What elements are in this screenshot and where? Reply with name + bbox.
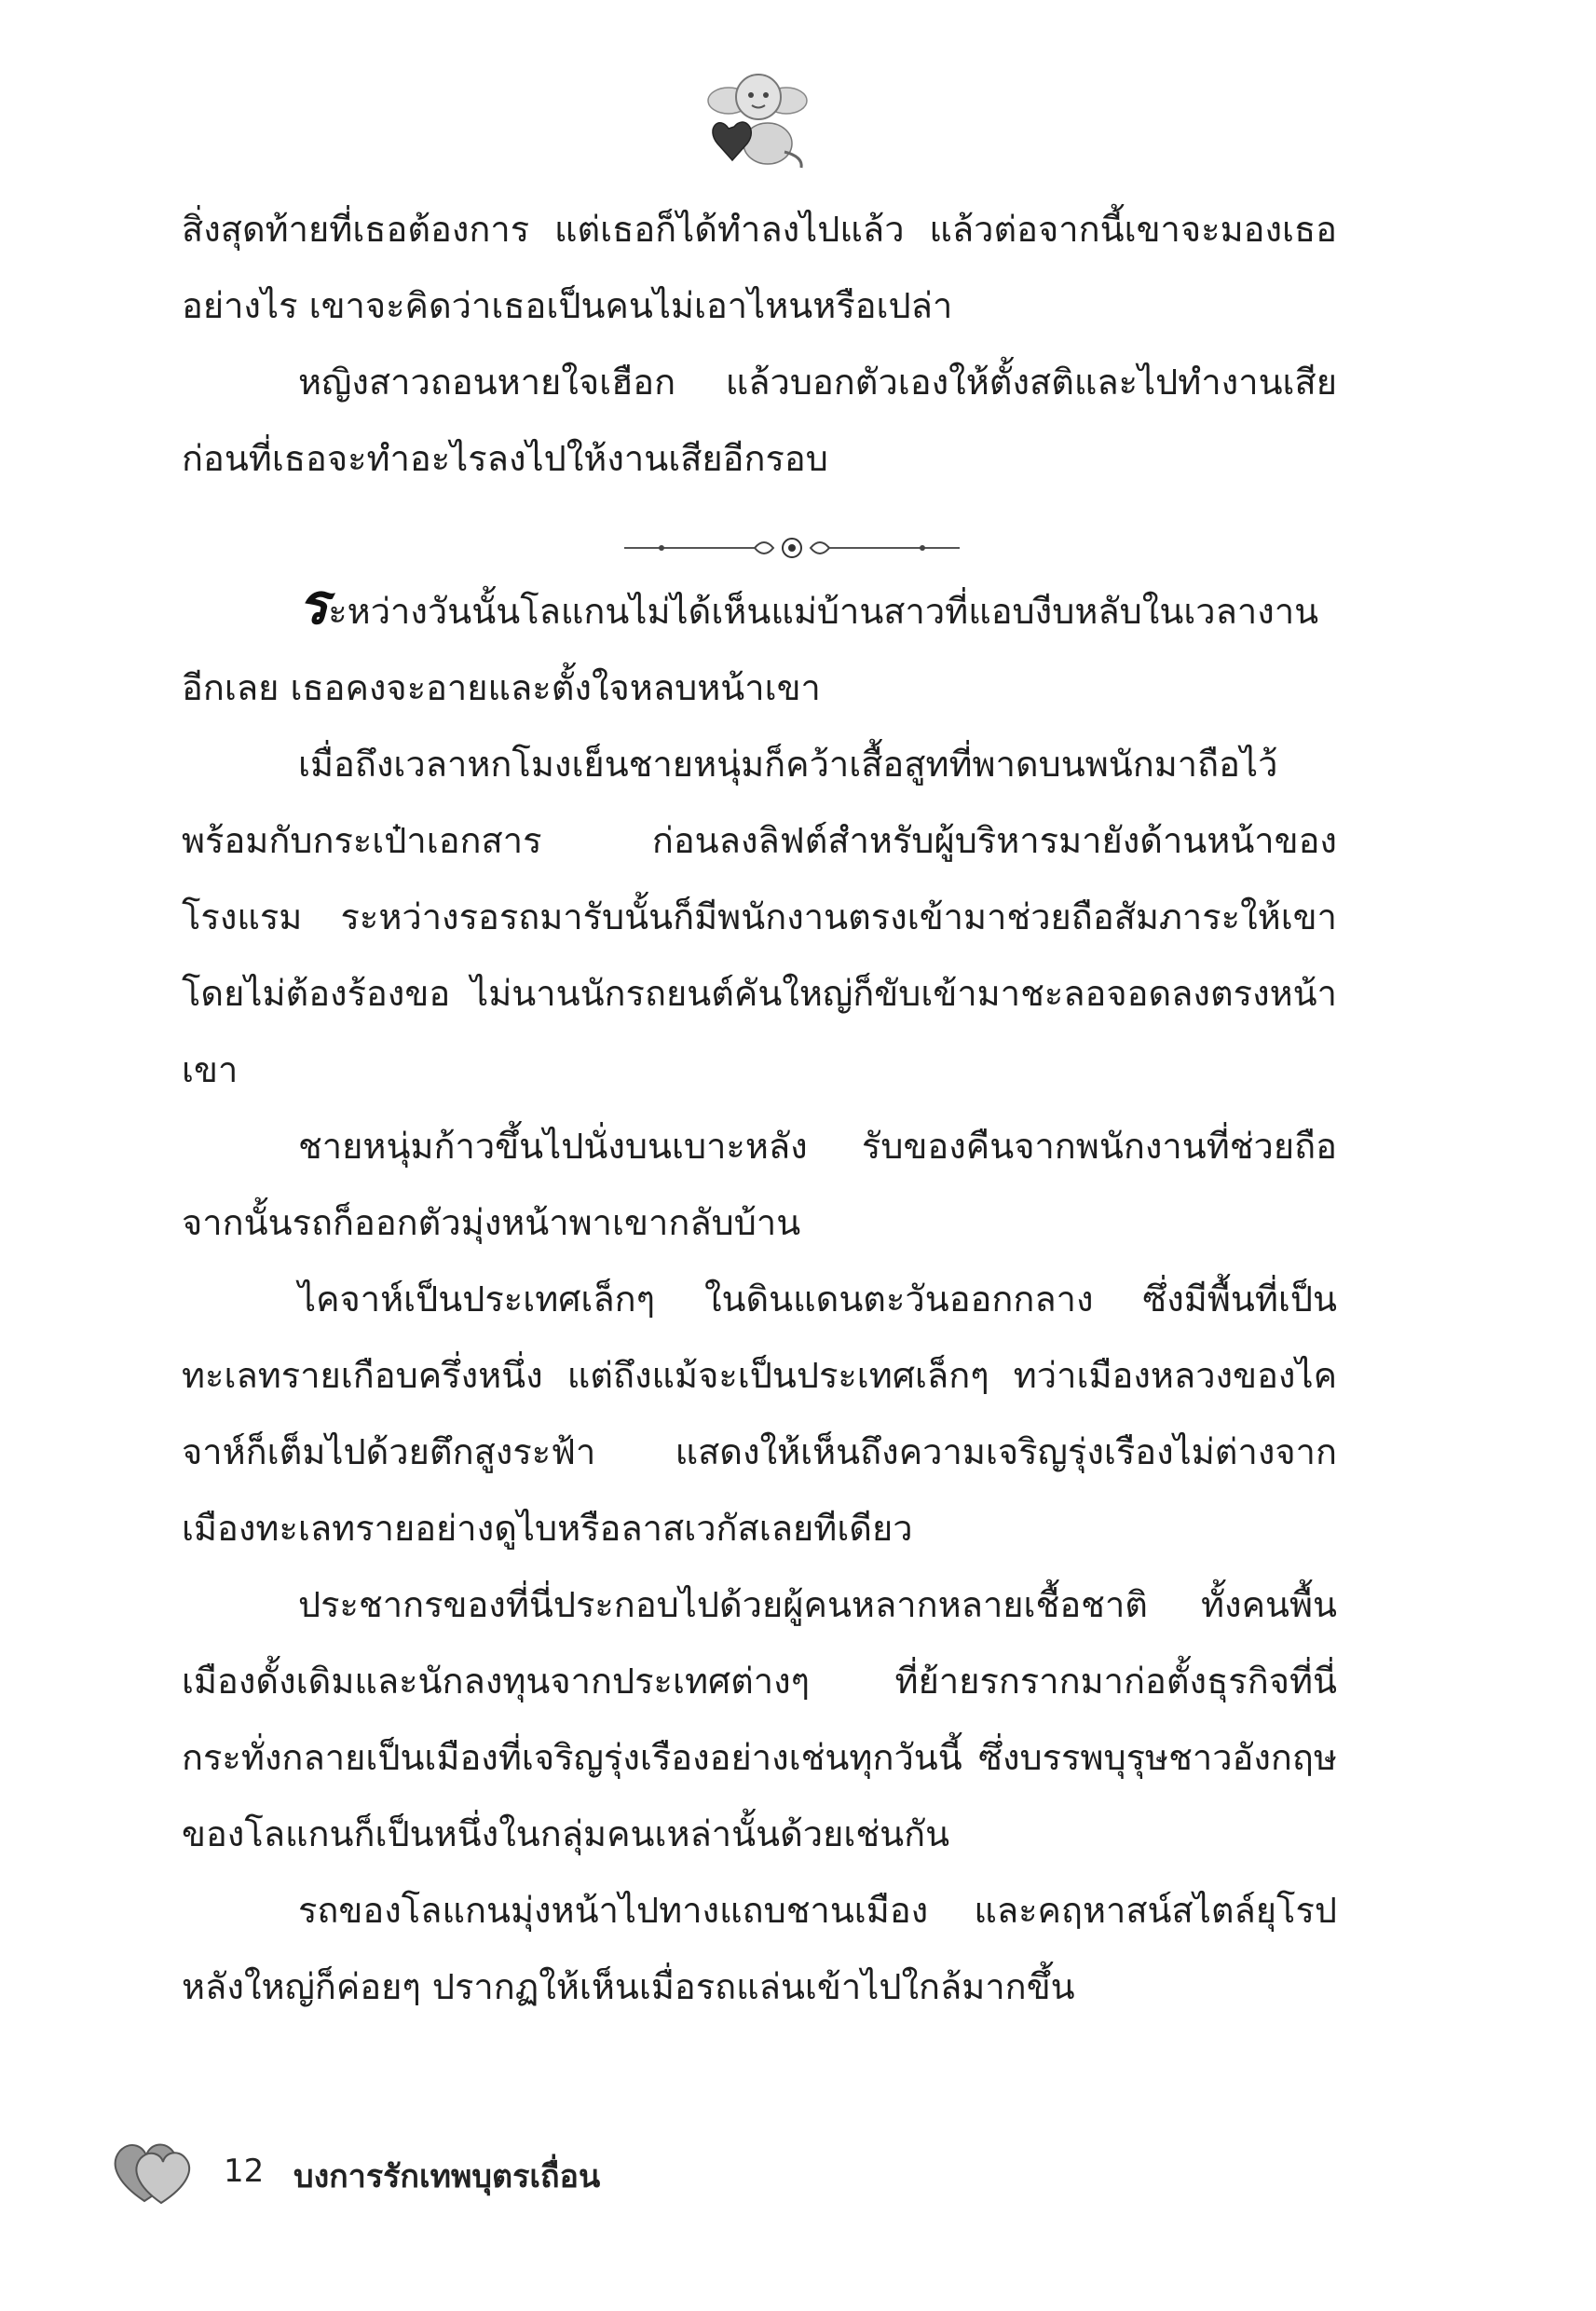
paragraph: ประชากรของที่นี่ประกอบไปด้วยผู้คนหลากหลายเชื้อชาติ ทั้งคนพื้นเมืองดั้งเดิมและนักลงทุนจากประเทศต่างๆ ที่ย้ายรกรากมาก่อตั้งธุรกิจที่นี่ กระทั่งกลายเป็นเมืองที่เจริญรุ่งเรืองอย่างเช่นทุกวันนี้ ซึ่งบรรพบุรุษชาวอังกฤษของโลแกนก็เป็นหนึ่งในกลุ่มคนเหล่านั้นด้วยเช่นกัน [182,1584,1337,1854]
paragraph: สิ่งสุดท้ายที่เธอต้องการ แต่เธอก็ได้ทำลงไปแล้ว แล้วต่อจากนี้เขาจะมองเธออย่างไร เขาจะคิดว่าเธอเป็นคนไม่เอาไหนหรือเปล่า [182,209,1337,326]
paragraph: รถของโลแกนมุ่งหน้าไปทางแถบชานเมือง และคฤหาสน์สไตล์ยุโรปหลังใหญ่ก็ค่อยๆ ปรากฏให้เห็นเมื่อรถแล่นเข้าไปใกล้มากขึ้น [182,1890,1337,2007]
text-block-top [182,191,1337,497]
paragraph: เมื่อถึงเวลาหกโมงเย็นชายหนุ่มก็คว้าเสื้อสูทที่พาดบนพนักมาถือไว้พร้อมกับกระเป๋าเอกสาร ก่อนลงลิฟต์สำหรับผู้บริหารมายังด้านหน้าของโรงแรม ระหว่างรอรถมารับนั้นก็มีพนักงานตรงเข้ามาช่วยถือสัมภาระให้เขาโดยไม่ต้องร้องขอ ไม่นานนักรถยนต์คันใหญ่ก็ขับเข้ามาชะลอจอดลงตรงหน้าเขา [182,744,1337,1090]
cupid-with-heart-icon [701,63,812,175]
page-footer [107,2134,946,2208]
paragraph-first-text: ะหว่างวันนั้นโลแกนไม่ได้เห็นแม่บ้านสาวที่แอบงีบหลับในเวลางานอีกเลย เธอคงจะอายและตั้งใจหลบหน้าเขา [182,591,1319,708]
paragraph-first [182,573,1337,726]
book-title: บงการรักเทพบุตรเถื่อน [293,2158,601,2195]
paragraph: ไคจาห์เป็นประเทศเล็กๆ ในดินแดนตะวันออกกลาง ซึ่งมีพื้นที่เป็นทะเลทรายเกือบครึ่งหนึ่ง แต่ถึงแม้จะเป็นประเทศเล็กๆ ทว่าเมืองหลวงของไคจาห์ก็เต็มไปด้วยตึกสูงระฟ้า แสดงให้เห็นถึงความเจริญรุ่งเรืองไม่ต่างจากเมืองทะเลทรายอย่างดูไบหรือลาสเวกัสเลยทีเดียว [182,1279,1337,1549]
paragraph: หญิงสาวถอนหายใจเฮือก แล้วบอกตัวเองให้ตั้งสติและไปทำงานเสีย ก่อนที่เธอจะทำอะไรลงไปให้งานเสียอีกรอบ [182,362,1337,479]
drop-cap: ร [298,572,329,637]
paragraph: ชายหนุ่มก้าวขึ้นไปนั่งบนเบาะหลัง รับของคืนจากพนักงานที่ช่วยถือ จากนั้นรถก็ออกตัวมุ่งหน้าพาเขากลับบ้าน [182,1126,1337,1243]
text-block-main [182,573,1337,2025]
page-number: 12 [224,2153,265,2190]
ornamental-divider-icon [624,529,960,567]
double-heart-icon [107,2134,196,2208]
